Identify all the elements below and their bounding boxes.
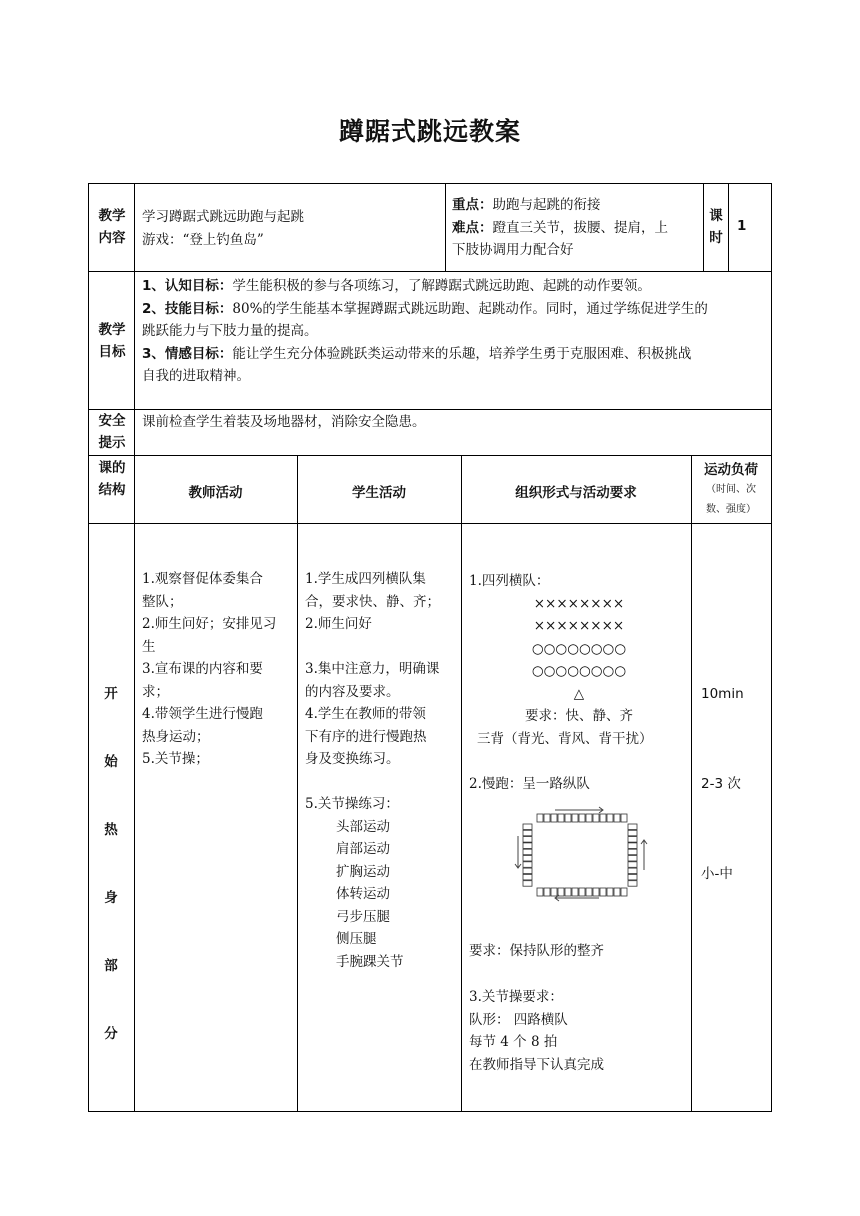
difficulty-text-cont: 下肢协调用力配合好 — [452, 242, 574, 258]
difficulty-text: 蹬直三关节，拔腰、提肩，上 — [492, 219, 668, 236]
list-item: 体转运动 — [336, 886, 390, 902]
student-marker — [572, 888, 578, 896]
list-item: 下有序的进行慢跑热 — [305, 728, 427, 745]
teacher-mark: △ — [573, 685, 585, 702]
load-count: 2-3 次 — [701, 776, 741, 792]
student-marker — [586, 814, 592, 822]
list-item: 整队； — [142, 593, 183, 610]
list-item: 热身运动； — [142, 728, 210, 745]
list-item: 3.集中注意力，明确课 — [305, 661, 440, 677]
header-organization: 组织形式与活动要求 — [515, 485, 637, 501]
list-item: 5.关节操练习： — [305, 796, 399, 812]
key-label: 重点： — [452, 197, 493, 213]
student-marker — [628, 868, 637, 874]
student-marker — [523, 881, 532, 887]
student-marker — [558, 814, 564, 822]
student-marker — [523, 830, 532, 836]
list-item: 4.学生在教师的带领 — [305, 706, 426, 722]
goal-label: 1、认知目标： — [142, 278, 233, 294]
section-name: 开 始 热 身 部 分 — [104, 686, 118, 1042]
formation-row: ×××××××× — [533, 595, 625, 612]
list-item — [305, 771, 459, 794]
load-time: 10min — [701, 686, 744, 702]
goal-label: 2、技能目标： — [142, 300, 233, 317]
list-item: 合，要求快、静、齐； — [305, 593, 440, 610]
student-marker — [523, 843, 532, 849]
list-item: 2.师生问好；安排见习 — [142, 616, 277, 632]
list-item: 头部运动 — [336, 818, 390, 835]
goal-text: 跳跃能力与下肢力量的提高。 — [142, 323, 318, 339]
student-marker — [523, 824, 532, 830]
student-marker — [544, 814, 550, 822]
student-marker — [537, 814, 543, 822]
content-text — [142, 206, 442, 251]
student-marker — [565, 814, 571, 822]
org-item: 3.关节操要求： — [469, 989, 563, 1005]
org-item: 1.四列横队： — [469, 573, 550, 589]
formation-row: ×××××××× — [533, 618, 625, 634]
student-marker — [523, 862, 532, 868]
goal-text: 学生能积极的参与各项练习，了解蹲踞式跳远助跑、起跳的动作要领。 — [232, 278, 651, 294]
organization-part3 — [469, 986, 689, 1076]
student-marker — [628, 837, 637, 843]
student-marker — [523, 849, 532, 855]
student-marker — [607, 888, 613, 896]
list-item: 3.宣布课的内容和要 — [142, 661, 263, 677]
org-requirement: 要求：保持队形的整齐 — [469, 943, 604, 959]
org-requirement: 要求：快、静、齐 — [525, 708, 633, 724]
page-title: 蹲踞式跳远教案 — [338, 117, 521, 146]
student-marker — [628, 849, 637, 855]
student-marker — [628, 843, 637, 849]
org-line: 队形： 四路横队 — [469, 1011, 568, 1028]
student-marker — [579, 814, 585, 822]
list-item: 扩胸运动 — [336, 863, 390, 880]
student-marker — [565, 888, 571, 896]
list-item: 4.带领学生进行慢跑 — [142, 706, 263, 722]
goal-label: 3、情感目标： — [142, 345, 233, 362]
header-student: 学生活动 — [352, 485, 406, 501]
student-marker — [544, 888, 550, 896]
student-marker — [523, 856, 532, 862]
goal-text: 能让学生充分体验跳跃类运动带来的乐趣，培养学生勇于克服困难、积极挑战 — [232, 345, 692, 362]
list-item: 手腕踝关节 — [336, 953, 404, 970]
list-item: 肩部运动 — [336, 841, 390, 857]
goals-label: 教学目标 — [98, 322, 126, 360]
list-item: 生 — [142, 638, 156, 655]
list-item: 2.师生问好 — [305, 616, 372, 632]
student-marker — [523, 837, 532, 843]
goal-text: 80%的学生能基本掌握蹲踞式跳远助跑、起跳动作。同时，通过学练促进学生的 — [232, 300, 708, 317]
content-label: 教学内容 — [98, 208, 126, 246]
header-load-note: （时间、次数、强度） — [706, 484, 756, 515]
student-activities — [305, 568, 459, 973]
key-text: 助跑与起跳的衔接 — [492, 197, 601, 213]
student-marker — [628, 856, 637, 862]
org-requirement: 三背（背光、背风、背干扰） — [477, 730, 653, 747]
formation-row: ○○○○○○○○ — [531, 640, 627, 657]
student-marker — [551, 888, 557, 896]
load-intensity: 小-中 — [701, 866, 733, 882]
organization-part1 — [469, 570, 689, 750]
student-marker — [628, 830, 637, 836]
formation-row: ○○○○○○○○ — [531, 663, 627, 679]
student-marker — [579, 888, 585, 896]
student-marker — [621, 814, 627, 822]
student-marker — [628, 862, 637, 868]
joint-exercise-list — [305, 816, 459, 974]
hours-label: 课时 — [709, 208, 723, 246]
student-marker — [537, 888, 543, 896]
org-line: 每节 4 个 8 拍 — [469, 1034, 558, 1050]
student-marker — [572, 814, 578, 822]
org-item: 2.慢跑：呈一路纵队 — [469, 776, 590, 792]
student-marker — [628, 874, 637, 880]
student-marker — [614, 814, 620, 822]
student-marker — [593, 814, 599, 822]
student-marker — [523, 868, 532, 874]
student-marker — [600, 814, 606, 822]
student-marker — [523, 874, 532, 880]
list-item: 身及变换练习。 — [305, 751, 400, 767]
list-item: 1.学生成四列横队集 — [305, 571, 426, 587]
student-marker — [600, 888, 606, 896]
student-marker — [607, 814, 613, 822]
key-points — [452, 194, 702, 262]
student-marker — [614, 888, 620, 896]
student-marker — [628, 881, 637, 887]
safety-label: 安全提示 — [98, 413, 126, 451]
student-marker — [586, 888, 592, 896]
list-item: 弓步压腿 — [336, 908, 390, 925]
student-marker — [593, 888, 599, 896]
student-marker — [628, 824, 637, 830]
difficulty-label: 难点： — [452, 219, 493, 236]
header-teacher: 教师活动 — [188, 485, 243, 501]
student-marker — [621, 888, 627, 896]
student-marker — [558, 888, 564, 896]
safety-text: 课前检查学生着装及场地器材，消除安全隐患。 — [142, 414, 426, 430]
student-marker — [551, 814, 557, 822]
list-item: 侧压腿 — [336, 931, 377, 947]
list-item — [305, 636, 459, 659]
content-line: 学习蹲踞式跳远助跑与起跳 — [142, 209, 304, 225]
list-item: 1.观察督促体委集合 — [142, 571, 263, 587]
header-load: 运动负荷 — [704, 462, 758, 478]
list-item: 的内容及要求。 — [305, 683, 400, 700]
teacher-activities — [142, 568, 292, 771]
content-line: 游戏：“登上钓鱼岛” — [142, 231, 264, 248]
hours-value: 1 — [737, 218, 747, 234]
org-line: 在教师指导下认真完成 — [469, 1056, 604, 1073]
list-item: 求； — [142, 683, 169, 700]
goals-list — [142, 275, 768, 388]
goal-text: 自我的进取精神。 — [142, 368, 250, 384]
list-item: 5.关节操； — [142, 751, 209, 767]
jogging-formation-diagram — [511, 806, 651, 902]
header-structure: 课的结构 — [98, 460, 126, 498]
